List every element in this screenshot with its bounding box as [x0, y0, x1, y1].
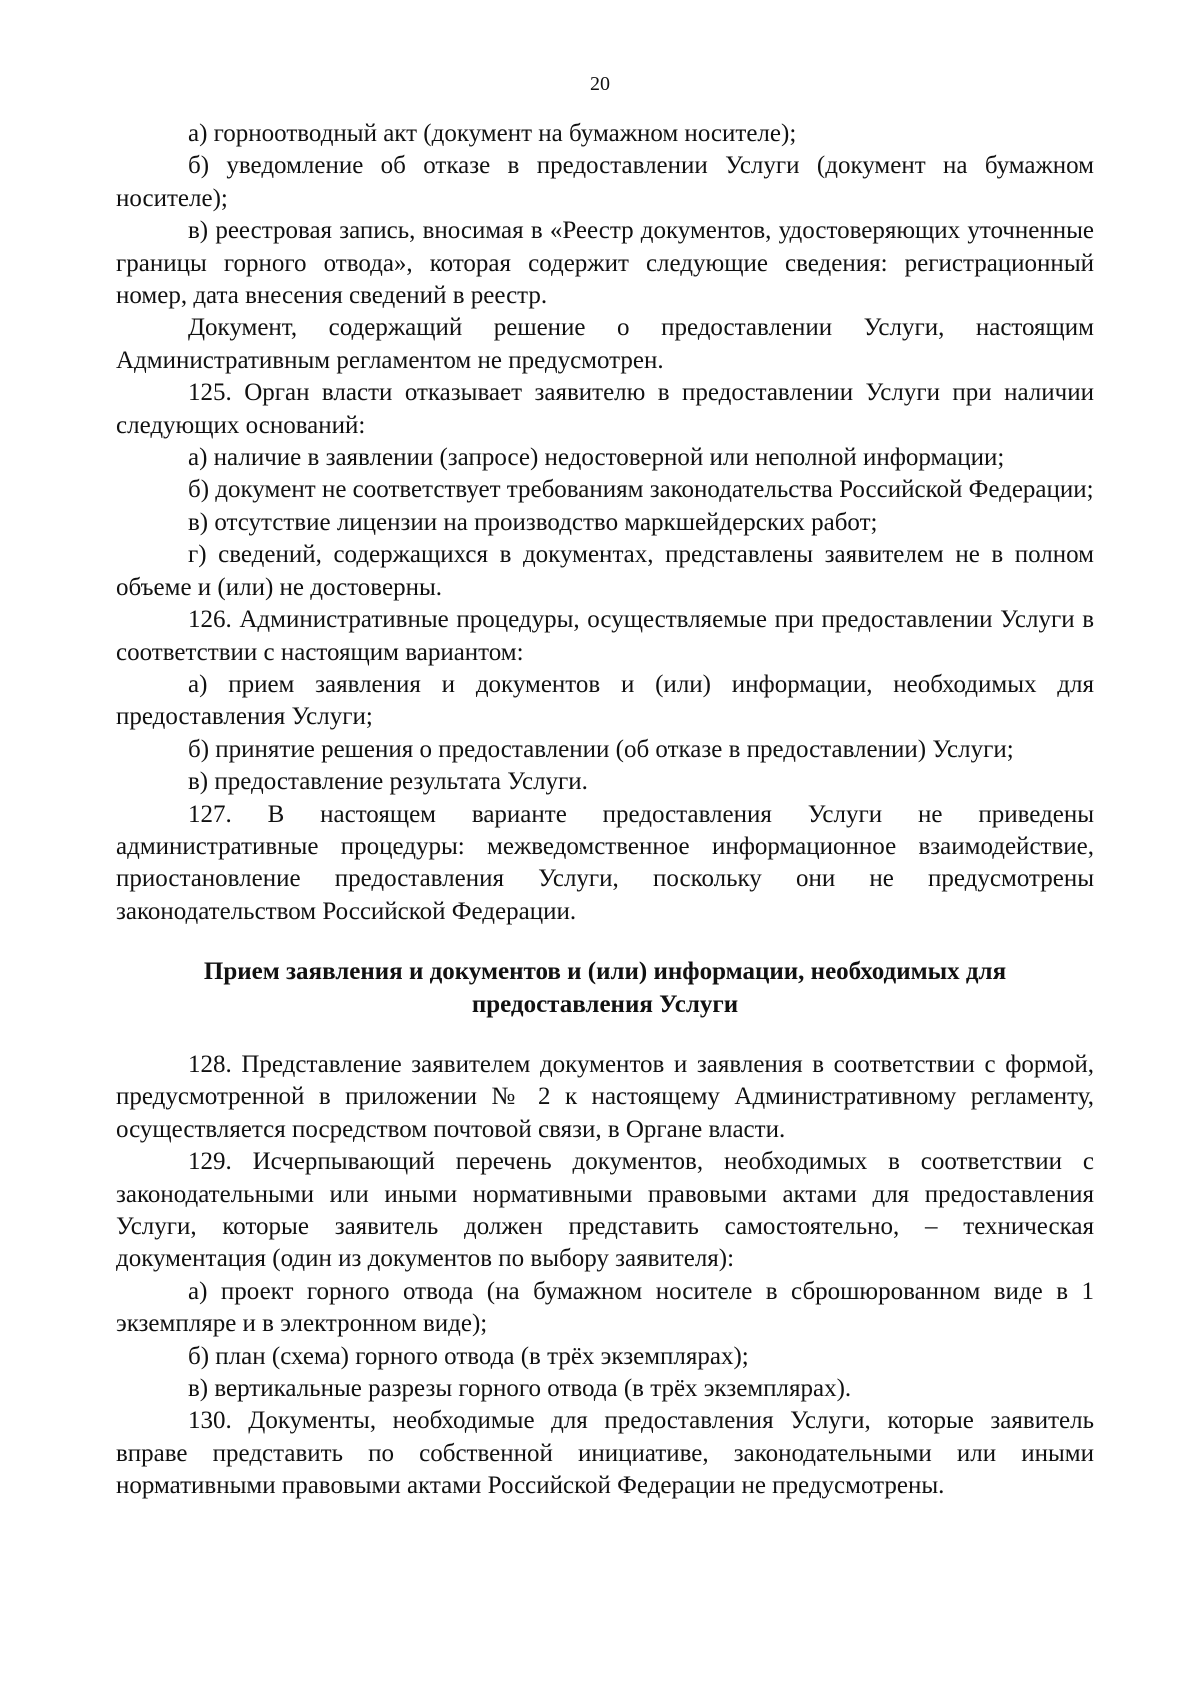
list-item-v-result-delivery: в) предоставление результата Услуги. — [188, 768, 588, 796]
paragraph-125: 125. Орган власти отказывает заявителю в предоставлении Услуги при наличии следующих оснований: — [116, 379, 1094, 439]
paragraph-130: 130. Документы, необходимые для предоставления Услуги, которые заявитель вправе представить по собственной инициативе, законодательными или иными нормативными правовыми актами Российской Федерации не предусмотрены. — [116, 1407, 1094, 1500]
list-item-b-decision: б) принятие решения о предоставлении (об отказе в предоставлении) Услуги; — [188, 735, 1014, 763]
paragraph-127: 127. В настоящем варианте предоставления Услуги не приведены административные процедуры: межведомственное информационное взаимодействие, приостановление предоставления Услуги, поскольку они не предусмотрены законодательством Российской Федерации. — [116, 800, 1094, 925]
paragraph-126: 126. Административные процедуры, осуществляемые при предоставлении Услуги в соответствии с настоящим вариантом: — [116, 606, 1094, 666]
list-item-b-mining-plan: б) план (схема) горного отвода (в трёх экземплярах); — [188, 1342, 749, 1370]
section-heading: Прием заявления и документов и (или) информации, необходимых для предоставления Услуги — [203, 958, 1007, 1018]
document-body — [116, 118, 1094, 1503]
list-item-v-no-license: в) отсутствие лицензии на производство маркшейдерских работ; — [188, 508, 878, 536]
list-item-b-refusal-notice: б) уведомление об отказе в предоставлении Услуги (документ на бумажном носителе); — [116, 152, 1094, 212]
list-item-a-mining-project: а) проект горного отвода (на бумажном носителе в сброшюрованном виде в 1 экземпляре и в электронном виде); — [116, 1277, 1094, 1338]
paragraph-decision-document: Документ, содержащий решение о предоставлении Услуги, настоящим Административным регламентом не предусмотрен. — [116, 314, 1094, 374]
paragraph-128: 128. Представление заявителем документов и заявления в соответствии с формой, предусмотренной в приложении № 2 к настоящему Административному регламенту, осуществляется посредством почтовой связи, в Органе власти. — [116, 1050, 1094, 1143]
list-item-v-vertical-sections: в) вертикальные разрезы горного отвода (в трёх экземплярах). — [188, 1375, 852, 1403]
list-item-a-unreliable-info: а) наличие в заявлении (запросе) недостоверной или неполной информации; — [188, 444, 1005, 472]
list-item-b-noncompliant-document: б) документ не соответствует требованиям законодательства Российской Федерации; — [188, 476, 1094, 504]
list-item-a-application-intake: а) прием заявления и документов и (или) информации, необходимых для предоставления Услуги; — [116, 670, 1094, 731]
list-item-g-incomplete-info: г) сведений, содержащихся в документах, представлены заявителем не в полном объеме и (или) не достоверны. — [116, 541, 1094, 601]
list-item-a-mining-act: а) горноотводный акт (документ на бумажном носителе); — [188, 120, 797, 147]
paragraph-129: 129. Исчерпывающий перечень документов, необходимых в соответствии с законодательными или иными нормативными правовыми актами для предоставления Услуги, которые заявитель должен представить самостоятельно, – техническая документация (один из документов по выбору заявителя): — [116, 1148, 1094, 1273]
page-number: 20 — [590, 73, 610, 95]
list-item-v-registry-record: в) реестровая запись, вносимая в «Реестр документов, удостоверяющих уточненные границы горного отвода», которая содержит следующие сведения: регистрационный номер, дата внесения сведений в реестр. — [116, 217, 1094, 310]
